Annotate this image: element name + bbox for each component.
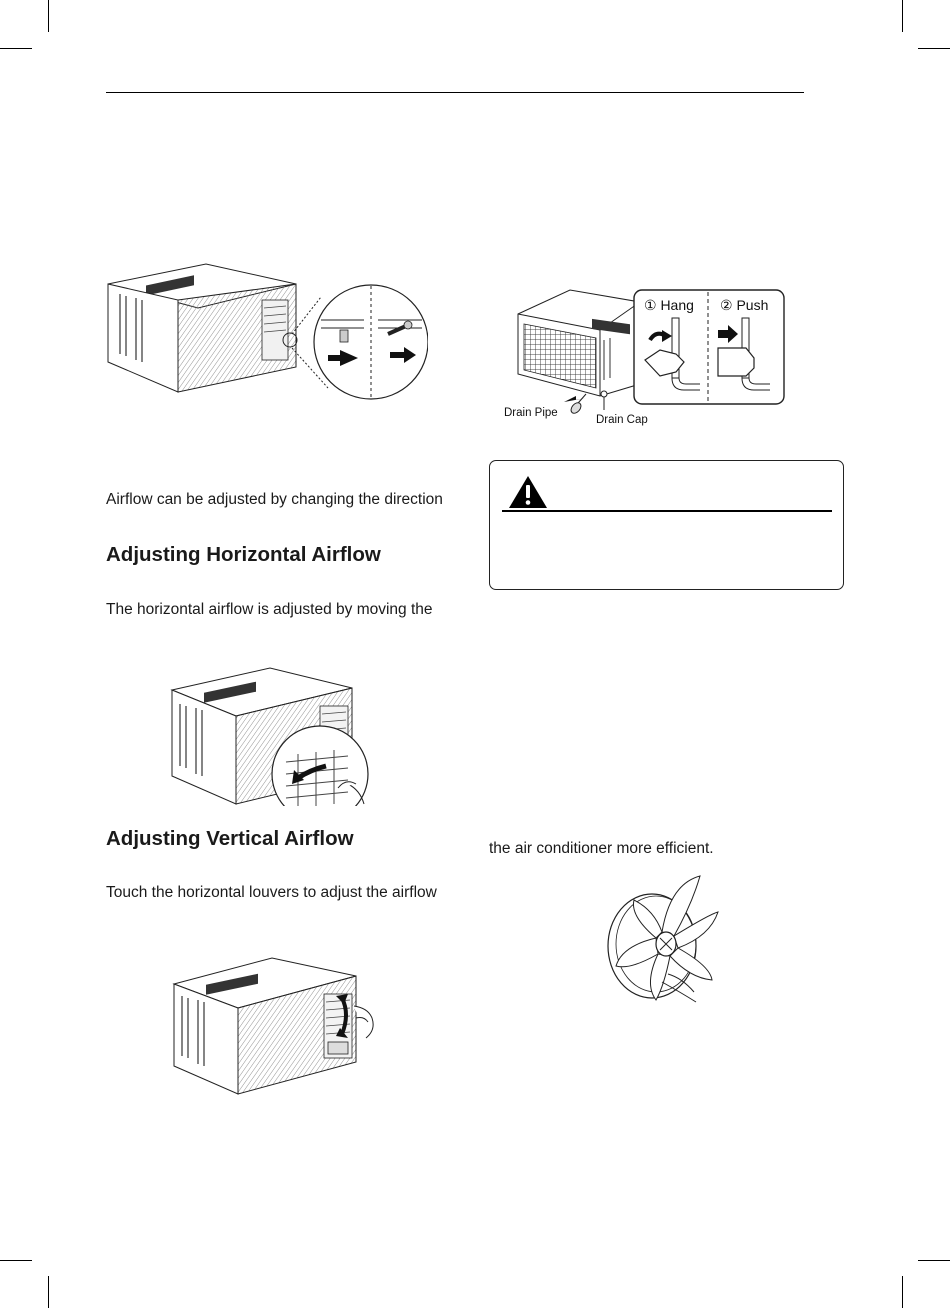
- warning-box: [489, 460, 844, 590]
- vertical-airflow-illustration: [172, 956, 384, 1096]
- vertical-airflow-heading: Adjusting Vertical Airflow: [106, 827, 354, 850]
- crop-mark-bottom-right-v: [902, 1276, 903, 1308]
- crop-mark-bottom-left-h: [0, 1260, 32, 1261]
- warning-triangle-icon: [508, 475, 548, 509]
- push-step-label: ② Push: [720, 297, 769, 313]
- fan-illustration: [600, 874, 730, 1006]
- horizontal-airflow-heading: Adjusting Horizontal Airflow: [106, 543, 381, 566]
- airflow-lever-illustration: [106, 262, 428, 402]
- horizontal-airflow-illustration: [170, 666, 372, 806]
- header-rule: [106, 92, 804, 93]
- crop-mark-top-left-v: [48, 0, 49, 32]
- warning-rule: [502, 510, 832, 512]
- crop-mark-top-right-v: [902, 0, 903, 32]
- crop-mark-bottom-left-v: [48, 1276, 49, 1308]
- drain-pipe-label: Drain Pipe: [504, 407, 558, 419]
- hang-step-label: ① Hang: [644, 297, 694, 313]
- airflow-intro-text: Airflow can be adjusted by changing the direction: [106, 491, 443, 508]
- crop-mark-top-right-h: [918, 48, 950, 49]
- crop-mark-top-left-h: [0, 48, 32, 49]
- horizontal-airflow-text: The horizontal airflow is adjusted by moving the: [106, 601, 433, 618]
- efficiency-text: the air conditioner more efficient.: [489, 840, 714, 857]
- drain-cap-label: Drain Cap: [596, 414, 648, 426]
- vertical-airflow-text: Touch the horizontal louvers to adjust the airflow: [106, 884, 437, 901]
- crop-mark-bottom-right-h: [918, 1260, 950, 1261]
- drain-cap-illustration: [500, 284, 790, 430]
